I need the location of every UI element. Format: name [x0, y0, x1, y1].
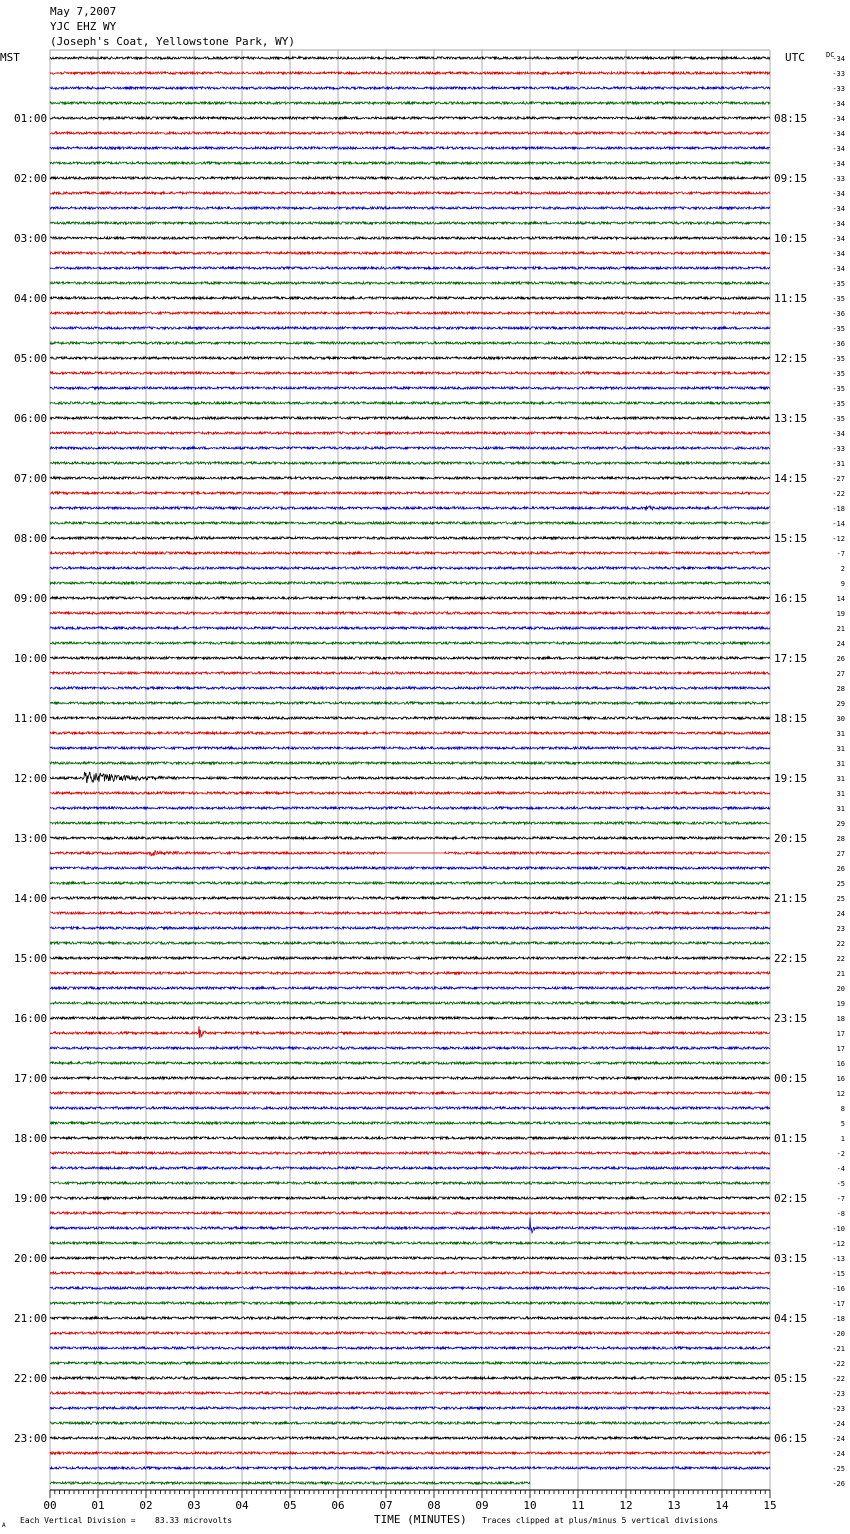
x-axis-label: TIME (MINUTES): [374, 1513, 467, 1526]
header-location: (Joseph's Coat, Yellowstone Park, WY): [50, 35, 296, 48]
dc-offset-label: 24: [836, 640, 845, 648]
utc-hour-label: 08:15: [774, 112, 808, 125]
seismic-trace: [50, 792, 770, 794]
seismic-trace: [50, 1167, 770, 1169]
seismic-trace: [50, 342, 770, 344]
dc-offset-label: -22: [832, 1360, 845, 1368]
seismic-trace: [50, 702, 770, 704]
seismic-trace: [50, 1422, 770, 1424]
dc-offset-label: -35: [832, 370, 845, 378]
seismic-trace: [50, 222, 770, 224]
seismic-trace: [50, 192, 770, 194]
seismic-trace: [50, 372, 770, 374]
dc-offset-label: -34: [832, 205, 845, 213]
dc-offset-label: -20: [832, 1330, 845, 1338]
dc-offset-label: 28: [836, 835, 845, 843]
scale-note: Each Vertical Division =: [20, 1516, 136, 1525]
dc-offset-label: -35: [832, 280, 845, 288]
utc-hour-label: 13:15: [774, 412, 808, 425]
seismic-trace: [50, 672, 770, 674]
dc-offset-label: -34: [832, 145, 845, 153]
seismic-trace: [50, 432, 770, 434]
dc-offset-label: -24: [832, 1450, 845, 1458]
dc-offset-label: 23: [836, 925, 845, 933]
dc-offset-label: -13: [832, 1255, 845, 1263]
dc-offset-label: 9: [840, 580, 845, 588]
seismic-trace: [50, 1467, 770, 1469]
seismic-trace: [50, 1362, 770, 1364]
seismic-trace: [50, 1287, 770, 1289]
seismic-trace: [50, 957, 770, 959]
dc-offset-label: -23: [832, 1405, 845, 1413]
seismic-trace: [50, 72, 770, 74]
seismic-trace: [50, 1182, 770, 1184]
dc-offset-label: -34: [832, 160, 845, 168]
seismic-trace: [50, 402, 770, 404]
seismic-trace: [50, 1257, 770, 1259]
utc-hour-label: 09:15: [774, 172, 808, 185]
seismic-trace: [50, 177, 770, 179]
dc-offset-label: -22: [832, 1375, 845, 1383]
dc-offset-label: 31: [836, 760, 845, 768]
dc-offset-label: -18: [832, 505, 845, 513]
dc-offset-label: 31: [836, 730, 845, 738]
seismic-trace: [50, 1437, 770, 1439]
seismic-trace: [50, 1317, 770, 1319]
seismic-trace: [50, 1347, 770, 1349]
seismic-trace: [50, 417, 770, 419]
dc-offset-label: -31: [832, 460, 845, 468]
seismic-trace: [50, 117, 770, 119]
seismic-trace: [50, 627, 770, 629]
seismic-trace: [50, 567, 770, 569]
dc-offset-label: 22: [836, 940, 845, 948]
utc-hour-label: 21:15: [774, 892, 808, 905]
seismic-trace: [50, 1377, 770, 1379]
dc-offset-label: -33: [832, 70, 845, 78]
x-tick-label: 12: [619, 1499, 633, 1512]
x-tick-label: 13: [667, 1499, 681, 1512]
dc-offset-label: -34: [832, 190, 845, 198]
dc-offset-label: -7: [836, 550, 845, 558]
mst-hour-label: 12:00: [14, 772, 48, 785]
seismic-trace: [50, 582, 770, 584]
seismic-trace: [50, 462, 770, 464]
x-tick-label: 04: [235, 1499, 249, 1512]
dc-offset-label: 1: [840, 1135, 845, 1143]
dc-offset-labels: [832, 55, 845, 1488]
seismic-trace: [50, 657, 770, 659]
seismic-trace: [50, 717, 770, 719]
seismic-trace: [50, 1092, 770, 1094]
dc-offset-label: 16: [836, 1060, 845, 1068]
seismic-trace: [50, 162, 770, 164]
dc-offset-label: -8: [836, 1210, 845, 1218]
dc-offset-label: -4: [836, 1165, 845, 1173]
mst-hour-label: 18:00: [14, 1132, 48, 1145]
dc-offset-label: 21: [836, 970, 845, 978]
dc-offset-label: -33: [832, 85, 845, 93]
seismic-trace: [50, 357, 770, 359]
dc-offset-label: -36: [832, 310, 845, 318]
mst-hour-label: 06:00: [14, 412, 48, 425]
dc-offset-label: -18: [832, 1315, 845, 1323]
seismic-trace: [50, 822, 770, 824]
x-tick-label: 01: [91, 1499, 105, 1512]
seismic-trace: [50, 207, 770, 209]
dc-offset-label: -17: [832, 1300, 845, 1308]
dc-offset-label: -15: [832, 1270, 845, 1278]
seismic-trace: [50, 1137, 770, 1139]
seismic-trace: [50, 687, 770, 689]
seismic-trace: [50, 1452, 770, 1454]
dc-offset-label: -34: [832, 100, 845, 108]
seismic-trace: [50, 912, 770, 914]
utc-hour-label: 06:15: [774, 1432, 808, 1445]
seismic-trace: [50, 1002, 770, 1004]
seismic-trace: [50, 492, 770, 494]
mst-hour-label: 05:00: [14, 352, 48, 365]
x-tick-label: 07: [379, 1499, 393, 1512]
trace-group: [50, 57, 770, 1484]
dc-offset-label: -16: [832, 1285, 845, 1293]
dc-offset-label: -34: [832, 430, 845, 438]
seismic-trace: [50, 987, 770, 989]
x-tick-label: 02: [139, 1499, 153, 1512]
seismic-trace: [50, 1272, 770, 1274]
dc-offset-label: 27: [836, 670, 845, 678]
time-grid: [50, 50, 770, 1491]
seismic-trace: [50, 882, 770, 884]
x-tick-label: 15: [763, 1499, 777, 1512]
dc-offset-label: -33: [832, 175, 845, 183]
dc-offset-label: -27: [832, 475, 845, 483]
seismic-trace: [50, 537, 770, 539]
seismic-trace: [50, 1242, 770, 1244]
dc-offset-label: -34: [832, 265, 845, 273]
mst-hour-label: 09:00: [14, 592, 48, 605]
dc-offset-label: 25: [836, 880, 845, 888]
x-axis: [43, 1490, 776, 1512]
seismic-trace: [50, 807, 770, 809]
dc-offset-label: 20: [836, 985, 845, 993]
x-tick-label: 05: [283, 1499, 297, 1512]
utc-hour-label: 15:15: [774, 532, 808, 545]
dc-offset-label: -34: [832, 220, 845, 228]
seismic-trace: [50, 867, 770, 869]
utc-hour-label: 11:15: [774, 292, 808, 305]
dc-offset-label: 29: [836, 820, 845, 828]
dc-offset-label: -21: [832, 1345, 845, 1353]
dc-offset-label: 31: [836, 745, 845, 753]
dc-offset-label: 18: [836, 1015, 845, 1023]
mst-hour-label: 21:00: [14, 1312, 48, 1325]
utc-hour-label: 02:15: [774, 1192, 808, 1205]
x-tick-label: 06: [331, 1499, 345, 1512]
dc-offset-label: -24: [832, 1420, 845, 1428]
dc-offset-label: 26: [836, 655, 845, 663]
dc-offset-label: -35: [832, 400, 845, 408]
mst-hour-label: 19:00: [14, 1192, 48, 1205]
seismic-trace: [50, 762, 770, 764]
dc-offset-label: 16: [836, 1075, 845, 1083]
dc-offset-label: -35: [832, 325, 845, 333]
seismic-trace: [50, 1218, 770, 1233]
dc-offset-label: 5: [840, 1120, 845, 1128]
seismic-trace: [50, 612, 770, 614]
dc-offset-label: -5: [836, 1180, 845, 1188]
seismic-trace: [50, 747, 770, 749]
seismic-trace: [50, 1197, 770, 1199]
dc-offset-label: -35: [832, 295, 845, 303]
dc-offset-label: -34: [832, 115, 845, 123]
seismic-trace: [50, 1026, 770, 1038]
seismic-trace: [50, 927, 770, 929]
seismic-trace: [50, 1047, 770, 1049]
seismic-trace: [50, 505, 770, 510]
dc-offset-label: 31: [836, 805, 845, 813]
seismic-trace: [50, 312, 770, 314]
mst-zone-label: MST: [0, 51, 20, 64]
mst-hour-label: 17:00: [14, 1072, 48, 1085]
mst-hour-label: 01:00: [14, 112, 48, 125]
utc-hour-label: 23:15: [774, 1012, 808, 1025]
seismic-trace: [50, 87, 770, 89]
mst-hour-label: 08:00: [14, 532, 48, 545]
seismic-trace: [50, 1302, 770, 1304]
seismic-trace: [50, 1212, 770, 1214]
dc-offset-label: -12: [832, 1240, 845, 1248]
dc-offset-label: 30: [836, 715, 845, 723]
seismic-trace: [50, 267, 770, 269]
utc-hour-label: 22:15: [774, 952, 808, 965]
seismic-trace: [50, 1017, 770, 1019]
dc-offset-label: 25: [836, 895, 845, 903]
dc-offset-label: 31: [836, 775, 845, 783]
dc-offset-label: -12: [832, 535, 845, 543]
dc-offset-label: -35: [832, 415, 845, 423]
dc-offset-label: 27: [836, 850, 845, 858]
utc-hour-label: 12:15: [774, 352, 808, 365]
header-station: YJC EHZ WY: [50, 20, 117, 33]
seismic-trace: [50, 387, 770, 389]
header-date: May 7,2007: [50, 5, 117, 18]
mst-hour-label: 13:00: [14, 832, 48, 845]
dc-offset-label: -34: [832, 55, 845, 63]
utc-hour-label: 05:15: [774, 1372, 808, 1385]
dc-offset-label: -22: [832, 490, 845, 498]
dc-offset-label: 24: [836, 910, 845, 918]
dc-offset-label: 21: [836, 625, 845, 633]
mst-hour-label: 07:00: [14, 472, 48, 485]
seismic-trace: [50, 132, 770, 134]
utc-hour-label: 18:15: [774, 712, 808, 725]
seismic-trace: [50, 972, 770, 974]
x-tick-label: 11: [571, 1499, 585, 1512]
scale-value: 83.33 microvolts: [155, 1516, 233, 1525]
utc-hour-label: 14:15: [774, 472, 808, 485]
mst-hour-label: 22:00: [14, 1372, 48, 1385]
dc-offset-label: -25: [832, 1465, 845, 1473]
utc-zone-label: UTC: [785, 51, 805, 64]
dc-offset-label: -7: [836, 1195, 845, 1203]
mst-hour-label: 04:00: [14, 292, 48, 305]
seismic-trace: [50, 237, 770, 239]
dc-offset-label: 28: [836, 685, 845, 693]
dc-offset-label: -23: [832, 1390, 845, 1398]
dc-offset-label: 12: [836, 1090, 845, 1098]
seismic-trace: [50, 942, 770, 944]
dc-offset-label: -33: [832, 445, 845, 453]
dc-offset-label: -10: [832, 1225, 845, 1233]
x-tick-label: 09: [475, 1499, 489, 1512]
mst-hour-label: 15:00: [14, 952, 48, 965]
dc-offset-label: -34: [832, 130, 845, 138]
x-tick-label: 00: [43, 1499, 57, 1512]
dc-offset-label: 31: [836, 790, 845, 798]
mst-hour-label: 23:00: [14, 1432, 48, 1445]
seismic-trace: [50, 252, 770, 254]
corner-mark: A: [2, 1522, 6, 1529]
dc-offset-label: 19: [836, 610, 845, 618]
seismic-trace: [50, 732, 770, 734]
seismic-trace: [50, 447, 770, 449]
x-tick-label: 08: [427, 1499, 441, 1512]
seismic-trace: [50, 477, 770, 479]
dc-offset-label: 22: [836, 955, 845, 963]
utc-hour-label: 19:15: [774, 772, 808, 785]
seismic-trace: [50, 282, 770, 284]
seismic-trace: [50, 522, 770, 524]
utc-hour-label: 20:15: [774, 832, 808, 845]
utc-hour-label: 01:15: [774, 1132, 808, 1145]
seismic-trace: [50, 1062, 770, 1064]
mst-hour-label: 02:00: [14, 172, 48, 185]
mst-hour-label: 03:00: [14, 232, 48, 245]
mst-hour-label: 10:00: [14, 652, 48, 665]
seismic-trace: [50, 552, 770, 554]
dc-offset-label: -35: [832, 355, 845, 363]
seismic-trace: [50, 147, 770, 149]
seismic-trace: [50, 1107, 770, 1109]
seismic-trace: [50, 1407, 770, 1409]
dc-offset-label: 29: [836, 700, 845, 708]
dc-offset-label: 2: [840, 565, 845, 573]
utc-hour-label: 03:15: [774, 1252, 808, 1265]
seismic-trace: [50, 851, 770, 856]
seismic-trace: [50, 642, 770, 644]
dc-offset-label: -34: [832, 235, 845, 243]
utc-hour-label: 00:15: [774, 1072, 808, 1085]
seismic-trace: [50, 1077, 770, 1079]
mst-hour-label: 11:00: [14, 712, 48, 725]
dc-offset-label: -36: [832, 340, 845, 348]
seismic-trace: [50, 327, 770, 329]
mst-hour-label: 14:00: [14, 892, 48, 905]
dc-offset-label: 17: [836, 1030, 845, 1038]
dc-offset-label: -24: [832, 1435, 845, 1443]
seismic-trace: [50, 57, 770, 59]
seismic-trace: [50, 597, 770, 599]
dc-label: DC: [826, 51, 835, 59]
mst-hour-label: 16:00: [14, 1012, 48, 1025]
seismic-trace: [50, 102, 770, 104]
dc-offset-label: 17: [836, 1045, 845, 1053]
seismic-trace: [50, 897, 770, 899]
dc-offset-label: -14: [832, 520, 845, 528]
dc-offset-label: -35: [832, 385, 845, 393]
seismic-trace: [50, 837, 770, 839]
utc-hour-label: 16:15: [774, 592, 808, 605]
dc-offset-label: 26: [836, 865, 845, 873]
seismic-trace: [50, 1332, 770, 1334]
mst-hour-label: 20:00: [14, 1252, 48, 1265]
dc-offset-label: 14: [836, 595, 845, 603]
clip-note: Traces clipped at plus/minus 5 vertical divisions: [482, 1516, 719, 1525]
dc-offset-label: 19: [836, 1000, 845, 1008]
dc-offset-label: -34: [832, 250, 845, 258]
dc-offset-label: -26: [832, 1480, 845, 1488]
x-tick-label: 03: [187, 1499, 201, 1512]
seismic-trace: [50, 297, 770, 299]
seismic-trace: [50, 1392, 770, 1394]
x-tick-label: 10: [523, 1499, 537, 1512]
utc-hour-label: 04:15: [774, 1312, 808, 1325]
seismic-trace: [50, 772, 770, 783]
dc-offset-label: 8: [840, 1105, 845, 1113]
seismic-trace: [50, 1152, 770, 1154]
dc-offset-label: -2: [836, 1150, 845, 1158]
seismic-trace: [50, 1122, 770, 1124]
x-tick-label: 14: [715, 1499, 729, 1512]
utc-hour-label: 10:15: [774, 232, 808, 245]
utc-hour-label: 17:15: [774, 652, 808, 665]
